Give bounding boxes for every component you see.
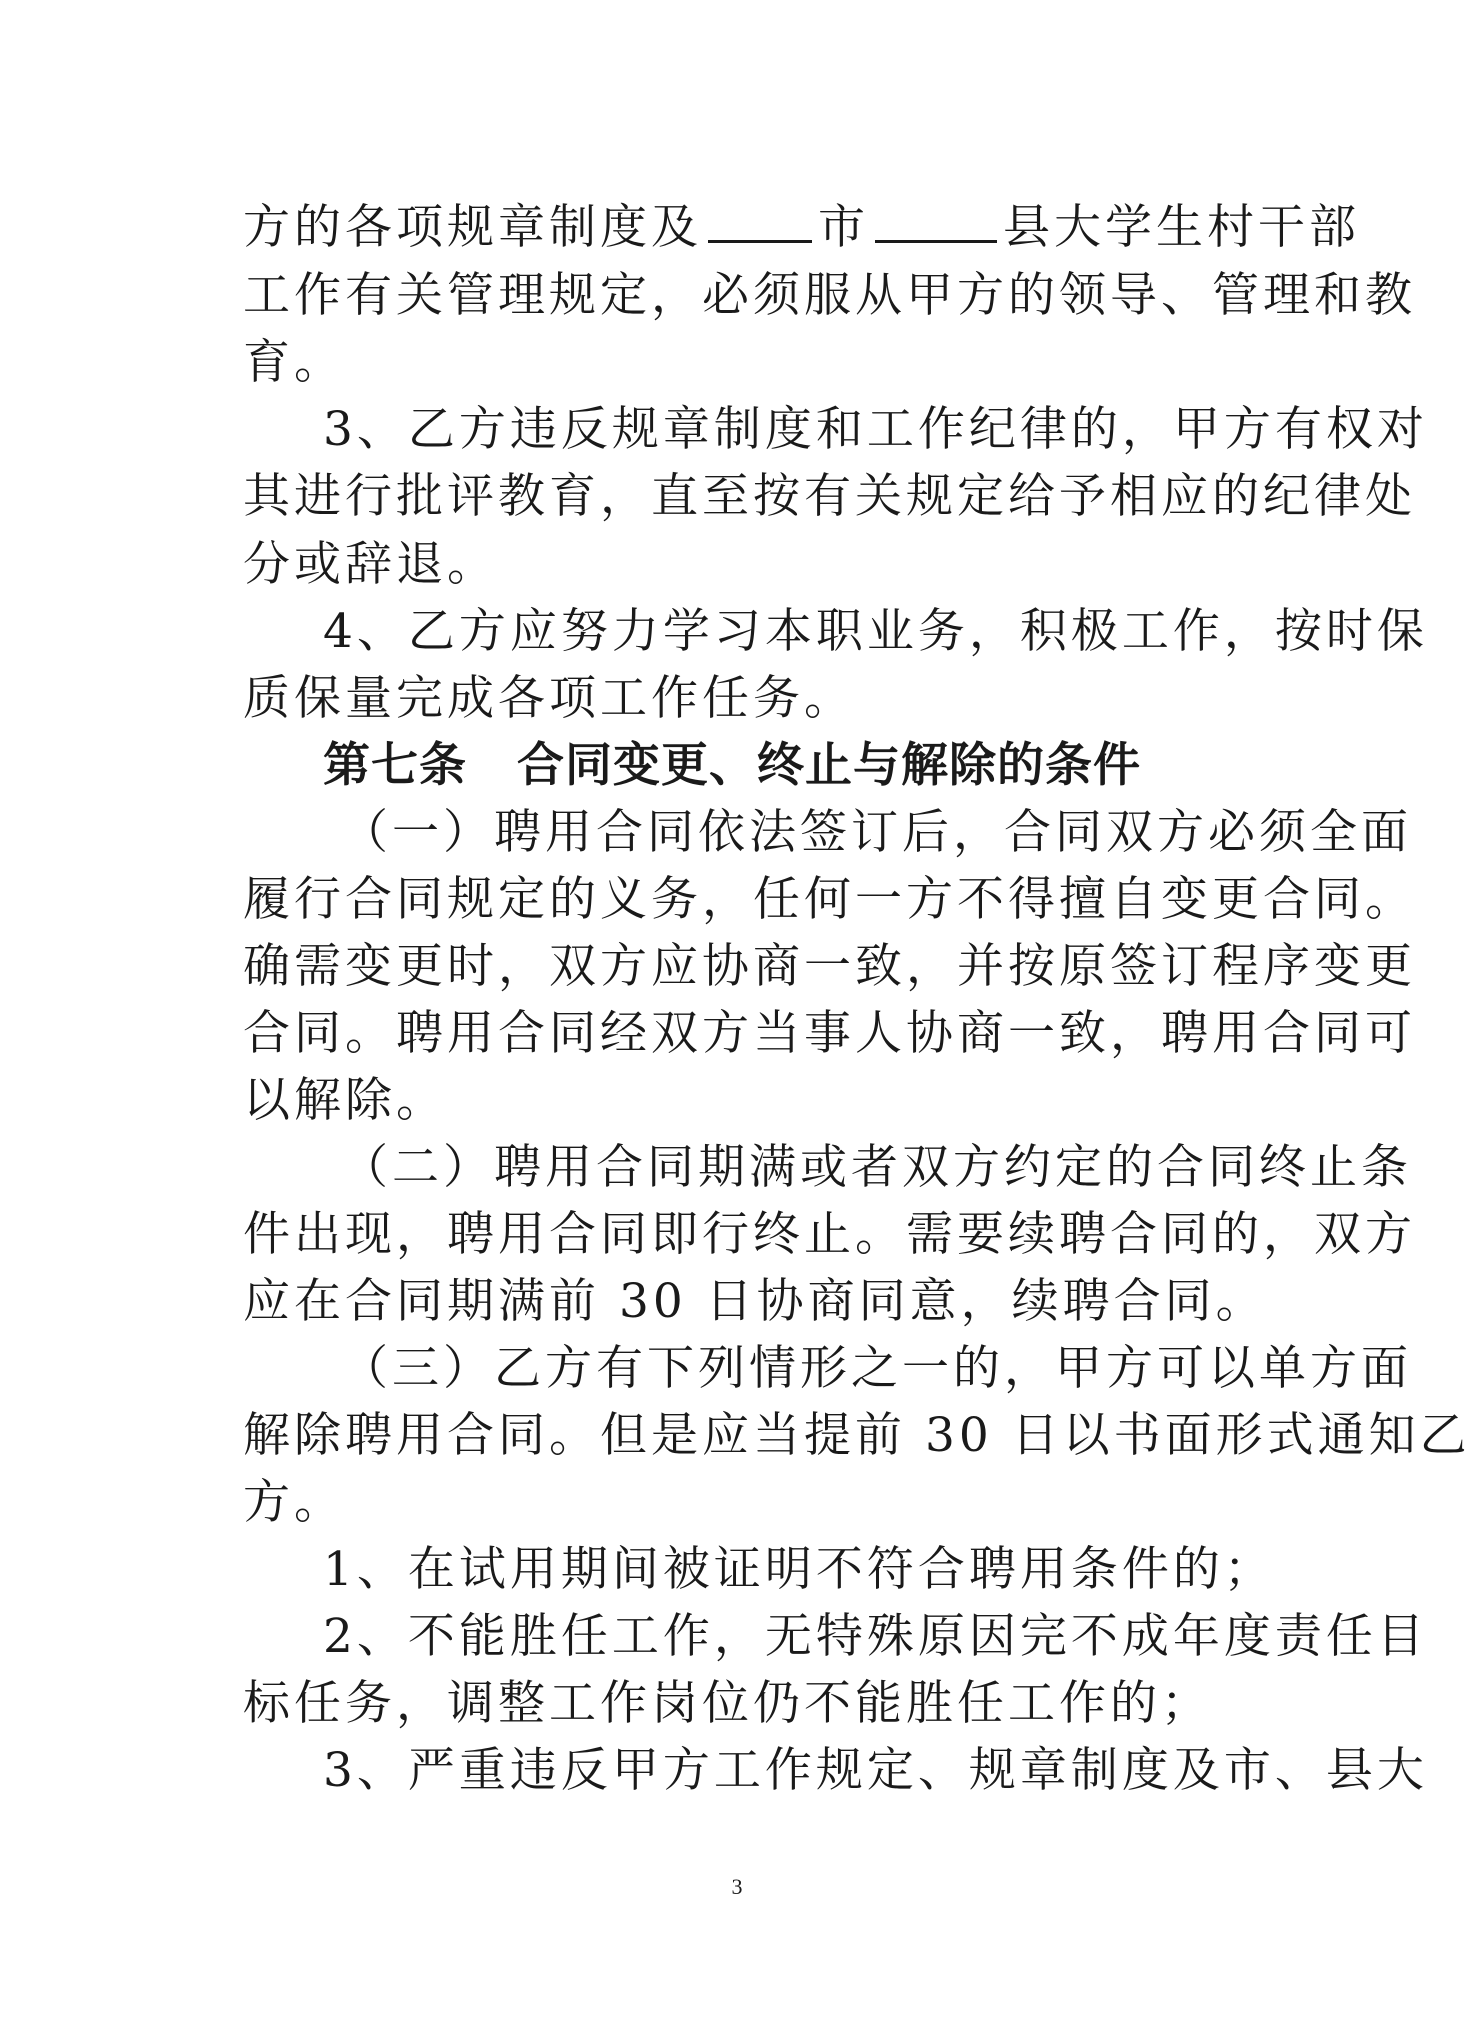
page-number: 3 [731, 1874, 743, 1899]
clause-3-line-2: 其进行批评教育，直至按有关规定给予相应的纪律处 [243, 469, 1416, 524]
item-3-line-3: 方。 [243, 1475, 345, 1530]
clause-3-line-1: 3、乙方违反规章制度和工作纪律的，甲方有权对 [323, 402, 1428, 457]
clause-4-line-1: 4、乙方应努力学习本职业务，积极工作，按时保 [323, 604, 1428, 659]
condition-1-line: 1、在试用期间被证明不符合聘用条件的； [323, 1542, 1275, 1597]
item-2-line-3: 应在合同期满前 30 日协商同意，续聘合同。 [243, 1274, 1267, 1329]
item-3-line-1: （三）乙方有下列情形之一的，甲方可以单方面 [341, 1341, 1412, 1396]
text-fragment: 方的各项规章制度及 [243, 200, 702, 255]
text-fragment: 市 [818, 200, 869, 255]
item-1-line-3: 确需变更时，双方应协商一致，并按原签订程序变更 [243, 939, 1416, 994]
item-1-line-2: 履行合同规定的义务，任何一方不得擅自变更合同。 [243, 872, 1416, 927]
condition-2-line-2: 标任务，调整工作岗位仍不能胜任工作的； [243, 1676, 1212, 1731]
text-line-2: 工作有关管理规定，必须服从甲方的领导、管理和教 [243, 268, 1416, 323]
article-number: 第七条 [323, 738, 467, 793]
item-2-line-1: （二）聘用合同期满或者双方约定的合同终止条 [341, 1140, 1412, 1195]
article-heading [323, 734, 1313, 798]
condition-2-line-1: 2、不能胜任工作，无特殊原因完不成年度责任目 [323, 1609, 1428, 1664]
fill-in-blank-city [708, 200, 812, 243]
text-line-1 [243, 196, 1360, 260]
clause-4-line-2: 质保量完成各项工作任务。 [243, 671, 855, 726]
text-line-3: 育。 [243, 335, 345, 390]
item-3-line-2: 解除聘用合同。但是应当提前 30 日以书面形式通知乙 [243, 1408, 1471, 1463]
item-1-line-1: （一）聘用合同依法签订后，合同双方必须全面 [341, 805, 1412, 860]
condition-3-line-1: 3、严重违反甲方工作规定、规章制度及市、县大 [323, 1743, 1428, 1798]
clause-3-line-3: 分或辞退。 [243, 537, 498, 592]
text-fragment: 县大学生村干部 [1003, 200, 1360, 255]
item-1-line-4: 合同。聘用合同经双方当事人协商一致，聘用合同可 [243, 1006, 1416, 1061]
article-title: 合同变更、终止与解除的条件 [517, 738, 1141, 793]
fill-in-blank-county [875, 200, 997, 243]
item-1-line-5: 以解除。 [243, 1073, 447, 1128]
item-2-line-2: 件出现，聘用合同即行终止。需要续聘合同的，双方 [243, 1207, 1416, 1262]
